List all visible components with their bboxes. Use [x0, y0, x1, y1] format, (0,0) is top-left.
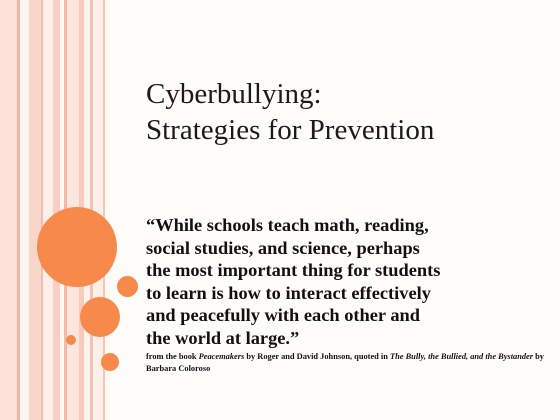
stripe [29, 0, 41, 420]
source-suffix: by Barbara Coloroso [146, 352, 544, 373]
tiny-orange-circle [66, 335, 76, 345]
quote-source [146, 351, 546, 375]
source-middle: by Roger and David Johnson, quoted in [244, 352, 391, 361]
source-prefix: from the book [146, 352, 199, 361]
small-orange-circle-bottom [101, 353, 119, 371]
small-orange-circle-right [117, 276, 138, 297]
quote-text: “While schools teach math, reading, social studies, and science, perhaps the most important thing for students to learn is how to interact effectively and peacefully with each other and the world at large.” [146, 215, 441, 348]
slide-title-line-2: Strategies for Prevention [146, 114, 435, 146]
large-orange-circle [37, 207, 117, 287]
stripe [0, 0, 17, 420]
source-book-peacemakers: Peacemakers [198, 352, 245, 361]
stripe [43, 0, 53, 420]
slide-title [146, 76, 546, 148]
source-book-bully: The Bully, the Bullied, and the Bystander [390, 352, 534, 361]
stripe [20, 0, 29, 420]
slide-title-line-1: Cyberbullying: [146, 78, 322, 110]
medium-orange-circle [80, 297, 120, 337]
